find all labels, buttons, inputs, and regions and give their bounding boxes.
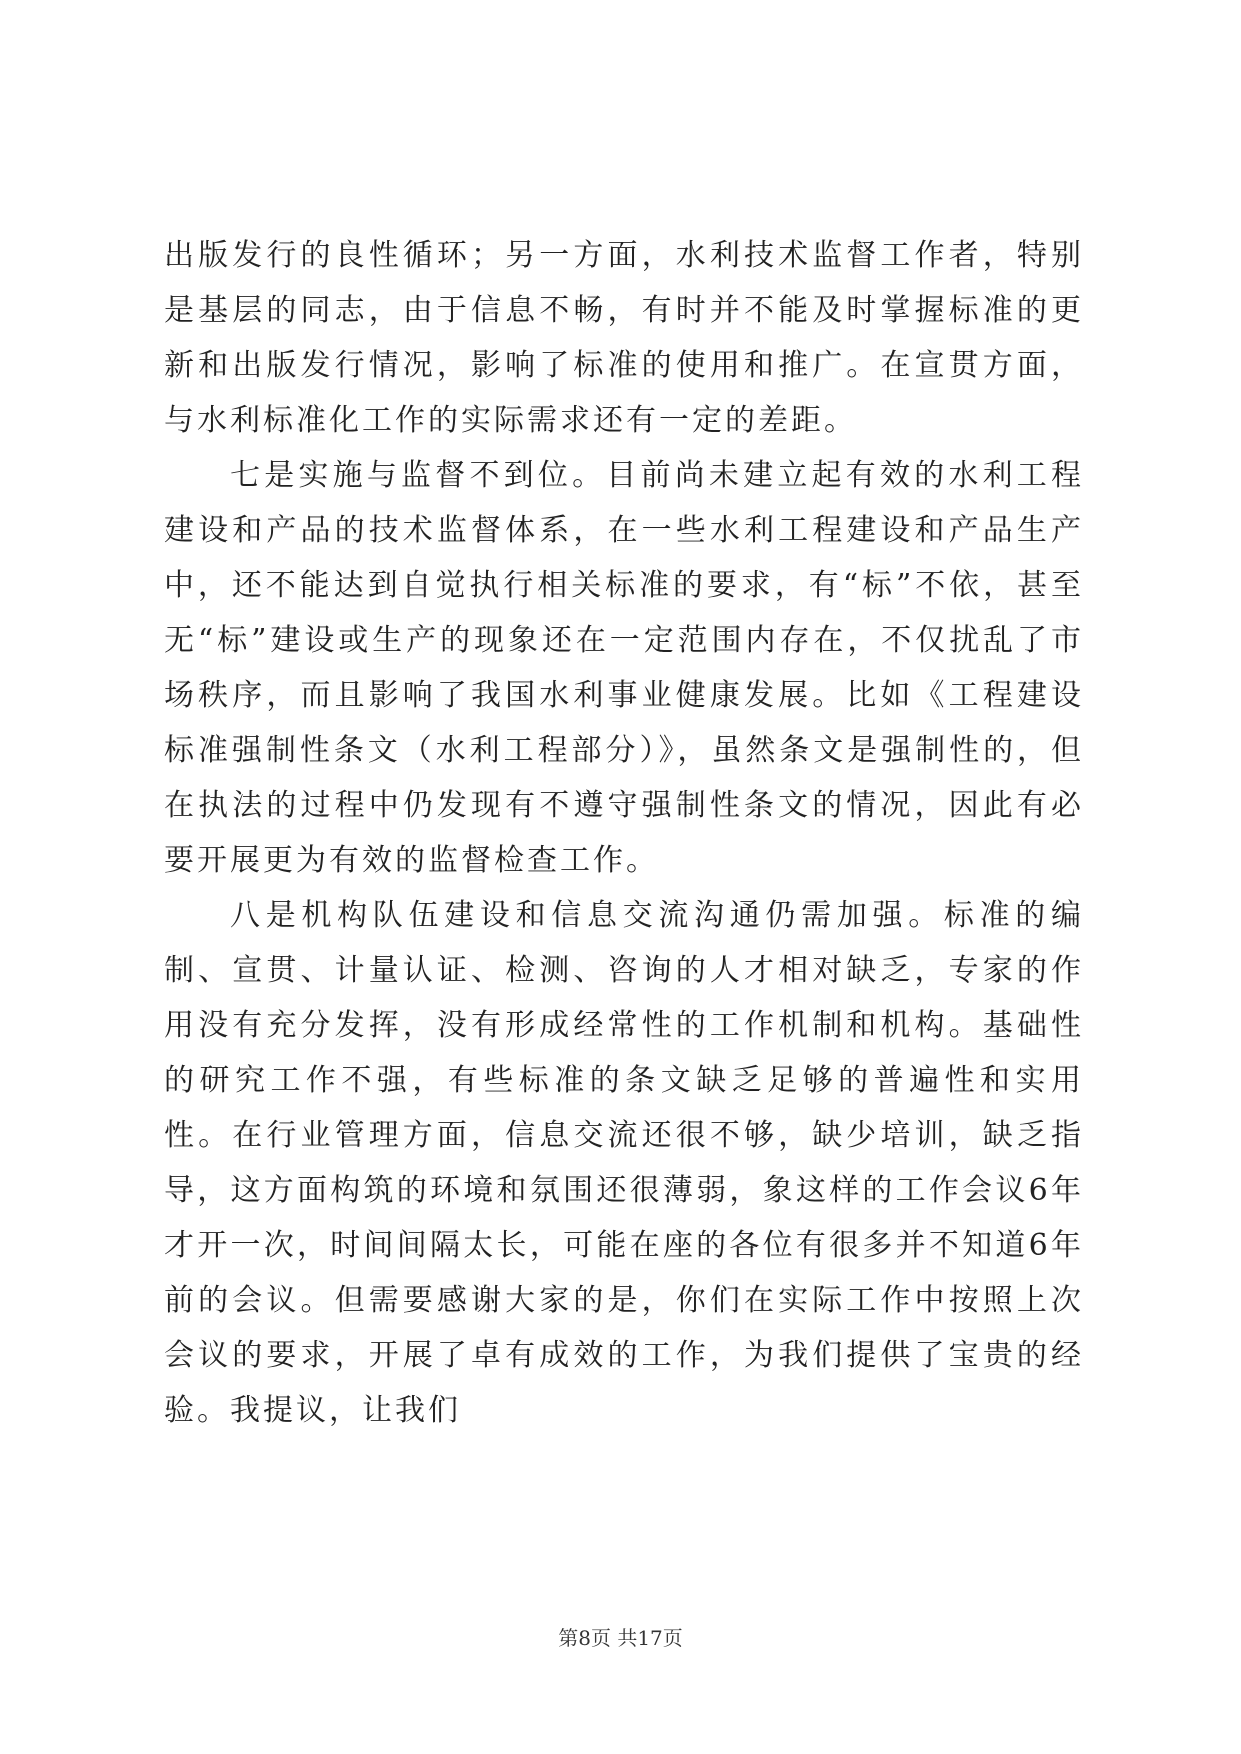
- paragraph-continuation: 出版发行的良性循环；另一方面，水利技术监督工作者，特别是基层的同志，由于信息不畅，有时并不能及时掌握标准的更新和出版发行情况，影响了标准的使用和推广。在宣贯方面，与水利标准化工作的实际需求还有一定的差距。: [164, 238, 1084, 438]
- paragraph-item-eight: 八是机构队伍建设和信息交流沟通仍需加强。标准的编制、宣贯、计量认证、检测、咨询的人才相对缺乏，专家的作用没有充分发挥，没有形成经常性的工作机制和机构。基础性的研究工作不强，有些标准的条文缺乏足够的普遍性和实用性。在行业管理方面，信息交流还很不够，缺少培训，缺乏指导，这方面构筑的环境和氛围还很薄弱，象这样的工作会议6年才开一次，时间间隔太长，可能在座的各位有很多并不知道6年前的会议。但需要感谢大家的是，你们在实际工作中按照上次会议的要求，开展了卓有成效的工作，为我们提供了宝贵的经验。我提议，让我们: [164, 898, 1084, 1428]
- document-body: [164, 228, 1084, 1438]
- page-number-footer: 第8页 共17页: [558, 1626, 683, 1650]
- paragraph-item-seven: 七是实施与监督不到位。目前尚未建立起有效的水利工程建设和产品的技术监督体系，在一些水利工程建设和产品生产中，还不能达到自觉执行相关标准的要求，有“标”不依，甚至无“标”建设或生产的现象还在一定范围内存在，不仅扰乱了市场秩序，而且影响了我国水利事业健康发展。比如《工程建设标准强制性条文（水利工程部分）》，虽然条文是强制性的，但在执法的过程中仍发现有不遵守强制性条文的情况，因此有必要开展更为有效的监督检查工作。: [164, 458, 1084, 878]
